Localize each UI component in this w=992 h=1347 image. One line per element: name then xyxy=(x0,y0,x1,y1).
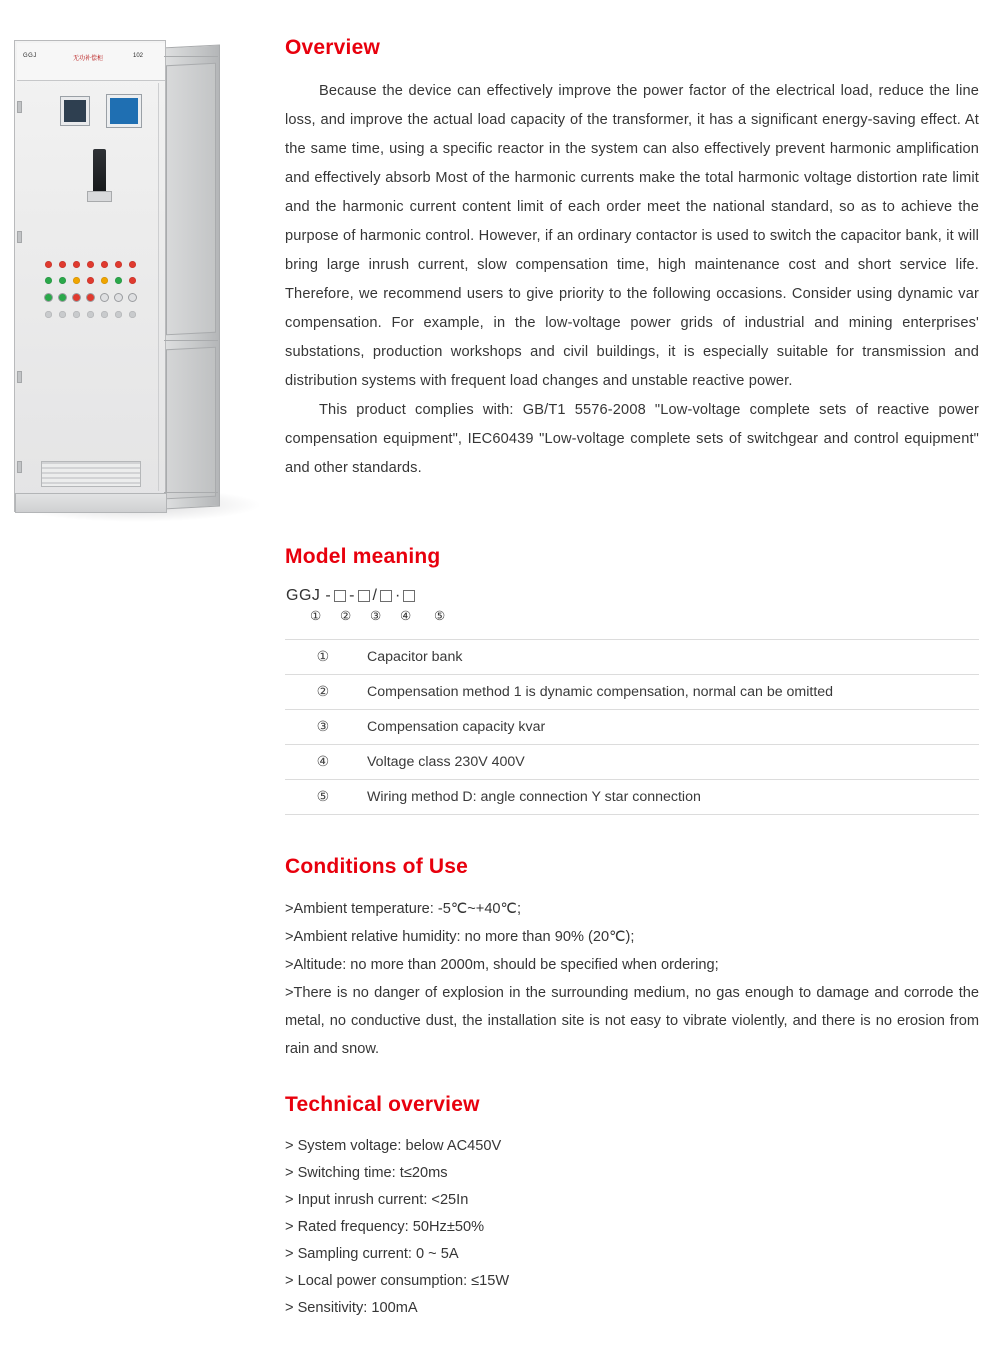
panel-seam xyxy=(158,83,159,491)
indicator-led-panel xyxy=(43,259,147,329)
model-marker-1: ① xyxy=(310,609,322,623)
table-row xyxy=(285,710,979,745)
model-code-box-4 xyxy=(403,590,415,602)
model-row-marker: ⑤ xyxy=(285,780,361,815)
technical-item: > Local power consumption: ≤15W xyxy=(285,1273,510,1289)
product-image xyxy=(0,18,268,538)
model-row-description: Voltage class 230V 400V xyxy=(361,745,979,780)
model-code-box-1 xyxy=(334,590,346,602)
cabinet-side-door-upper xyxy=(166,63,216,336)
model-row-description: Compensation capacity kvar xyxy=(361,710,979,745)
ventilation-louver xyxy=(41,461,141,487)
cabinet-front-panel xyxy=(14,40,166,512)
side-panel-seam xyxy=(164,492,218,493)
technical-list xyxy=(285,1133,979,1322)
door-hinge-icon xyxy=(17,101,22,113)
technical-overview-title: Technical overview xyxy=(285,1093,480,1116)
model-row-marker: ④ xyxy=(285,745,361,780)
model-row-marker: ③ xyxy=(285,710,361,745)
conditions-title: Conditions of Use xyxy=(285,855,469,878)
model-marker-5: ⑤ xyxy=(434,609,446,623)
door-hinge-icon xyxy=(17,231,22,243)
digital-meter-icon xyxy=(61,97,89,125)
model-code-line xyxy=(286,587,418,605)
cabinet-label-middle: 无功补偿柜 xyxy=(73,56,104,62)
cabinet-side-door-lower xyxy=(166,347,216,500)
cabinet-base-plinth xyxy=(15,493,167,513)
side-panel-seam xyxy=(164,340,218,341)
model-marker-2: ② xyxy=(340,609,352,623)
model-code-prefix: GGJ - xyxy=(286,587,332,604)
technical-item: > System voltage: below AC450V xyxy=(285,1138,502,1154)
technical-item: > Sampling current: 0 ~ 5A xyxy=(285,1246,459,1262)
model-row-description: Wiring method D: angle connection Y star connection xyxy=(361,780,979,815)
door-hinge-icon xyxy=(17,371,22,383)
cabinet-nameplate-band xyxy=(17,43,165,81)
model-code-box-3 xyxy=(380,590,392,602)
technical-item: > Input inrush current: <25In xyxy=(285,1192,469,1208)
technical-item: > Rated frequency: 50Hz±50% xyxy=(285,1219,485,1235)
model-code-sep-1: - xyxy=(349,587,355,604)
breaker-handle-icon xyxy=(93,149,106,193)
section-technical-overview xyxy=(285,1093,979,1322)
condition-item: >Ambient temperature: -5℃~+40℃; xyxy=(285,901,521,917)
door-hinge-icon xyxy=(17,461,22,473)
model-row-description: Compensation method 1 is dynamic compensation, normal can be omitted xyxy=(361,675,979,710)
overview-paragraph-2: This product complies with: GB/T1 5576-2008 "Low-voltage complete sets of reactive power compensation equipment", IEC60439 "Low-voltage complete sets of switchgear and control equipment" and other standards. xyxy=(285,402,979,476)
model-code-sep-2: / xyxy=(372,587,377,604)
cabinet-illustration xyxy=(14,40,219,512)
section-model-meaning xyxy=(285,545,979,815)
model-meaning-table xyxy=(285,639,979,815)
technical-item: > Sensitivity: 100mA xyxy=(285,1300,418,1316)
overview-title: Overview xyxy=(285,36,380,59)
side-panel-seam xyxy=(164,56,218,57)
cabinet-label-right: 102 xyxy=(133,53,144,59)
model-row-marker: ② xyxy=(285,675,361,710)
table-row xyxy=(285,745,979,780)
overview-paragraph-1: Because the device can effectively improve the power factor of the electrical load, reduce the line loss, and improve the actual load capacity of the transformer, it has a significant energy-saving effect. At the same time, using a specific reactor in the system can also effectively prevent harmonic amplification and effectively absorb Most of the harmonic currents make the total harmonic voltage distortion rate limit and the harmonic current content limit of each order meet the national standard, so as to achieve the purpose of harmonic control. However, if an ordinary contactor is used to switch the capacitor bank, it will bring large inrush current, slow compensation time, high maintenance cost and short service life. Therefore, we recommend users to give priority to the following occasions. Consider using dynamic var compensation. For example, in the low-voltage power grids of industrial and mining enterprises' substations, production workshops and civil buildings, it is especially suitable for transmission and distribution systems with frequent load changes and unstable reactive power. xyxy=(285,83,979,389)
technical-item: > Switching time: t≤20ms xyxy=(285,1165,448,1181)
table-row xyxy=(285,675,979,710)
section-conditions-of-use xyxy=(285,855,979,1063)
cabinet-label-left: GGJ xyxy=(23,53,37,59)
conditions-list xyxy=(285,895,979,1063)
model-row-marker: ① xyxy=(285,640,361,675)
table-row xyxy=(285,780,979,815)
model-code-box-2 xyxy=(358,590,370,602)
model-code-diagram xyxy=(286,587,979,633)
model-marker-3: ③ xyxy=(370,609,382,623)
condition-item: >Ambient relative humidity: no more than 90% (20℃); xyxy=(285,929,635,945)
condition-item: >There is no danger of explosion in the surrounding medium, no gas enough to damage and corrode the metal, no conductive dust, the installation site is not easy to vibrate violently, and there is no erosion from rain and snow. xyxy=(285,985,979,1057)
model-row-description: Capacitor bank xyxy=(361,640,979,675)
condition-item: >Altitude: no more than 2000m, should be specified when ordering; xyxy=(285,957,719,973)
model-meaning-title: Model meaning xyxy=(285,545,441,568)
model-code-sep-3: · xyxy=(394,587,401,604)
section-overview xyxy=(285,36,979,483)
controller-display-icon xyxy=(107,95,141,127)
table-row xyxy=(285,640,979,675)
breaker-handle-base xyxy=(87,191,112,202)
model-marker-4: ④ xyxy=(400,609,412,623)
